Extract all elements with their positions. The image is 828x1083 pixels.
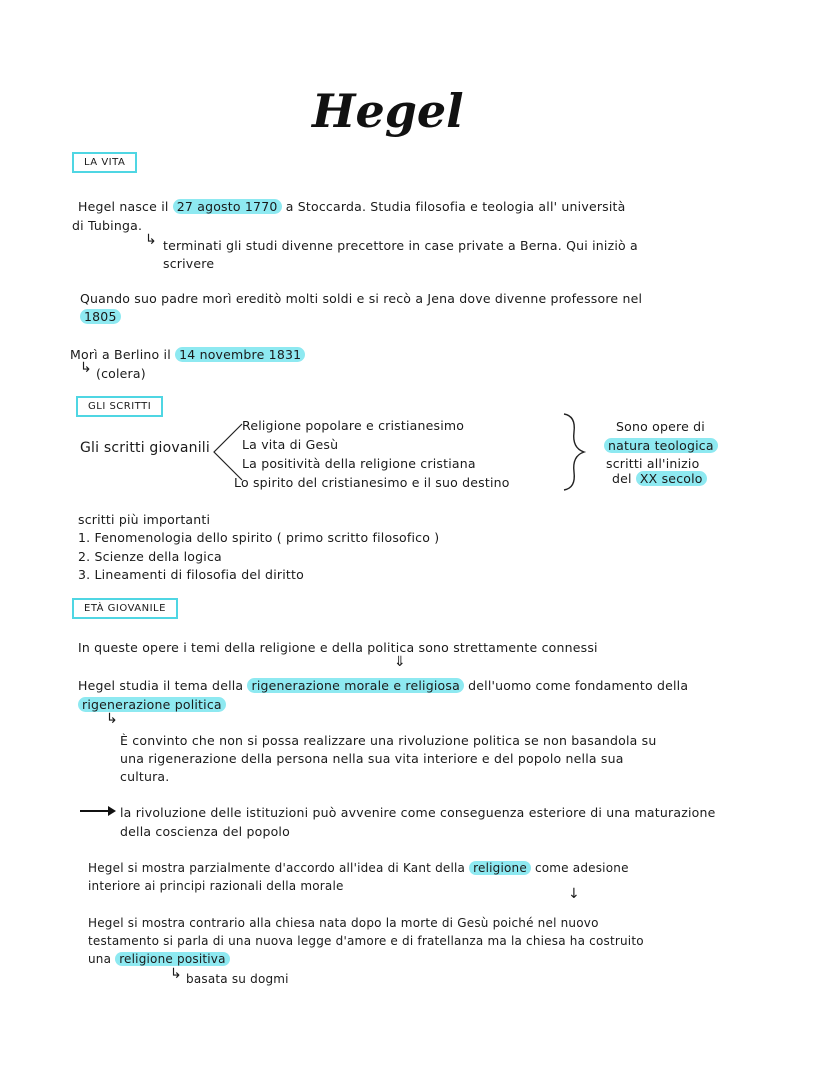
sub-arrow-icon: ↳ — [145, 232, 157, 248]
giov-p5-pre: Hegel si mostra parzialmente d'accordo all'idea di Kant della — [88, 861, 466, 875]
scritti-important-1: 1. Fenomenologia dello spirito ( primo scritto filosofico ) — [78, 530, 440, 545]
giov-p4: la rivoluzione delle istituzioni può avvenire come conseguenza esteriore di una maturazione — [120, 805, 716, 820]
vita-line3-note: (colera) — [96, 366, 146, 381]
giov-p5-hl: religione — [469, 861, 531, 875]
vita-line2: Quando suo padre morì ereditò molti soldi e si recò a Jena dove divenne professore nel — [80, 291, 643, 306]
giov-p6: Hegel si mostra contrario alla chiesa nata dopo la morte di Gesù poiché nel nuovo — [88, 916, 599, 930]
giov-p6-b: testamento si parla di una nuova legge d'amore e di fratellanza ma la chiesa ha costruito — [88, 934, 644, 948]
vita-line3 — [70, 347, 305, 362]
vita-birth-date: 27 agosto 1770 — [173, 199, 282, 214]
down-arrow-icon-2: ↓ — [568, 886, 580, 902]
giov-p2-line2 — [78, 697, 226, 712]
giov-p1: In queste opere i temi della religione e della politica sono strettamente connessi — [78, 640, 598, 655]
vita-line2-year: 1805 — [80, 309, 121, 324]
sub-arrow-icon-2: ↳ — [106, 711, 118, 727]
vita-sub1-cont: scrivere — [163, 256, 215, 271]
giov-p6-c — [88, 952, 230, 966]
giov-p2-hl2: rigenerazione politica — [78, 697, 226, 712]
right-brace-icon — [560, 412, 588, 492]
scritti-right-1: Sono opere di — [616, 419, 705, 434]
giov-p3-b: una rigenerazione della persona nella sua vita interiore e del popolo nella sua — [120, 751, 624, 766]
scritti-left-label: Gli scritti giovanili — [80, 440, 210, 456]
scritti-item-4: Lo spirito del cristianesimo e il suo destino — [234, 475, 510, 490]
vita-death-date: 14 novembre 1831 — [175, 347, 305, 362]
scritti-right-2-wrap — [604, 438, 718, 453]
vita-line1 — [78, 199, 626, 214]
giov-p5-post: come adesione — [534, 861, 629, 875]
note-arrow-icon: ↳ — [80, 360, 92, 376]
scritti-item-2: La vita di Gesù — [242, 437, 339, 452]
giov-p6-d: basata su dogmi — [186, 972, 289, 986]
vita-sub1: terminati gli studi divenne precettore in case private a Berna. Qui iniziò a — [163, 238, 638, 253]
sub-arrow-icon-3: ↳ — [170, 966, 182, 982]
giov-p2-pre: Hegel studia il tema della — [78, 678, 244, 693]
giov-p6-c-hl: religione positiva — [115, 952, 229, 966]
scritti-right-3: scritti all'inizio — [606, 456, 700, 471]
scritti-important-3: 3. Lineamenti di filosofia del diritto — [78, 567, 304, 582]
giov-p2 — [78, 678, 688, 693]
page-title: Hegel — [312, 84, 464, 138]
right-arrow-icon — [78, 804, 118, 818]
vita-line1-post: a Stoccarda. Studia filosofia e teologia all' università — [285, 199, 626, 214]
giov-p2-hl: rigenerazione morale e religiosa — [247, 678, 463, 693]
scritti-item-1: Religione popolare e cristianesimo — [242, 418, 465, 433]
giov-p4-b: della coscienza del popolo — [120, 824, 290, 839]
scritti-right-2: natura teologica — [604, 438, 718, 453]
giov-p2-post: dell'uomo come fondamento della — [468, 678, 689, 693]
vita-line2-year-wrap — [80, 309, 121, 324]
vita-line1-cont: di Tubinga. — [72, 218, 143, 233]
scritti-important-2: 2. Scienze della logica — [78, 549, 222, 564]
giov-p6-c-pre: una — [88, 952, 112, 966]
section-heading-scritti: GLI SCRITTI — [76, 396, 163, 417]
section-heading-vita: LA VITA — [72, 152, 137, 173]
scritti-right-4-hl: XX secolo — [636, 471, 707, 486]
scritti-right-4 — [612, 471, 707, 486]
vita-line1-pre: Hegel nasce il — [78, 199, 169, 214]
giov-p5-b: interiore ai principi razionali della morale — [88, 879, 344, 893]
scritti-important-heading: scritti più importanti — [78, 512, 211, 527]
scritti-item-3: La positività della religione cristiana — [242, 456, 476, 471]
giov-p5 — [88, 861, 629, 875]
section-heading-giovanile: ETÀ GIOVANILE — [72, 598, 178, 619]
down-arrow-icon: ⇓ — [394, 654, 406, 670]
giov-p3-c: cultura. — [120, 769, 170, 784]
scritti-right-4-pre: del — [612, 471, 632, 486]
vita-line3-pre: Morì a Berlino il — [70, 347, 171, 362]
giov-p3: È convinto che non si possa realizzare una rivoluzione politica se non basandola su — [120, 733, 657, 748]
